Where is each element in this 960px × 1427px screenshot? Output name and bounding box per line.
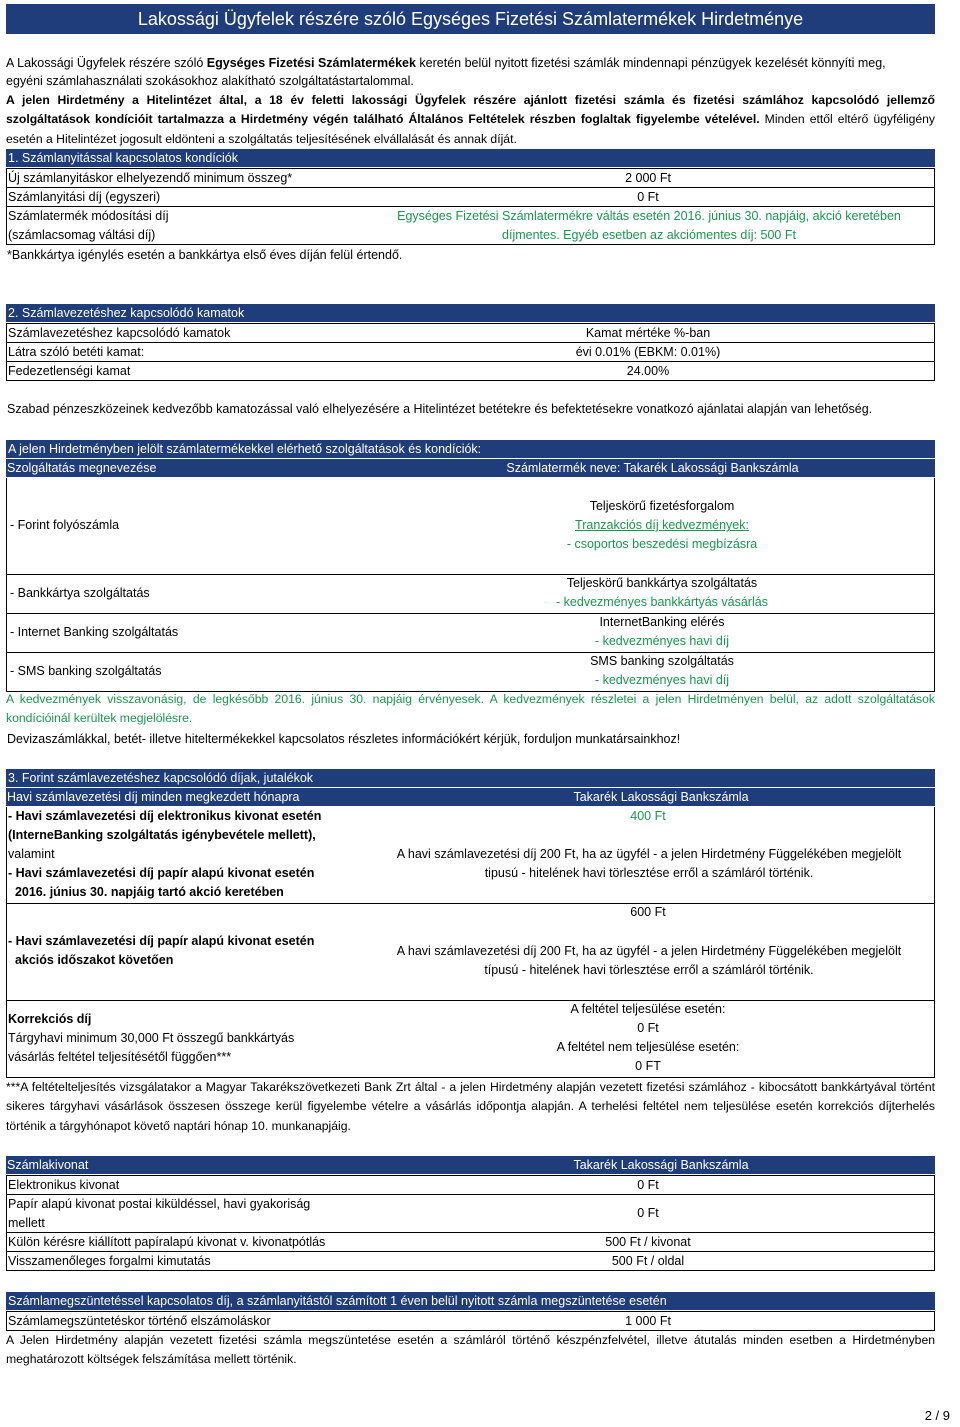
mod-label-2: (számlacsomag váltási díj) — [8, 228, 156, 242]
service-card-label: - Bankkártya szolgáltatás — [10, 586, 150, 600]
fee-a-price: 400 Ft — [630, 809, 666, 823]
section1-row-opening-fee — [6, 187, 935, 207]
fee-k-line2: Tárgyhavi minimum 30,000 Ft összegű bankkártyás — [8, 1031, 295, 1045]
service-ib-v2: - kedvezményes havi díj — [594, 634, 730, 648]
service-forint-v3: - csoportos beszedési megbízásra — [566, 537, 758, 551]
mod-value-1: Egységes Fizetési Számlatermékre váltás esetén 2016. június 30. napjáig, akció keretében — [397, 209, 901, 223]
service-sms-label: - SMS banking szolgáltatás — [10, 664, 162, 678]
section2-note: Szabad pénzeszközeinek kedvezőbb kamatozással való elhelyezésére a Hitelintézet betétekre és befektetésekre vonatkozó ajánlatai alapján van lehetőség. — [7, 402, 873, 416]
service-sms-v2: - kedvezményes havi díj — [594, 673, 730, 687]
intro-text — [6, 54, 935, 90]
fee-b-text1: A havi számlavezetési díj 200 Ft, ha az ügyfél - a jelen Hirdetmény Függelékében megjelölt — [396, 944, 902, 958]
row-value: 1 000 Ft — [625, 1314, 671, 1328]
row-label-1: Papír alapú kivonat postai kiküldéssel, havi gyakoriság — [8, 1197, 311, 1211]
section3-col-header — [6, 788, 935, 806]
fee-b-price: 600 Ft — [630, 905, 666, 919]
fee-k-line3: vásárlás feltétel teljesítésétől függően*** — [8, 1050, 232, 1064]
row-value: 2 000 Ft — [625, 171, 671, 185]
service-forint-v2: Tranzakciós díj kedvezmények: — [575, 518, 749, 532]
intro-bold: Egységes Fizetési Számlatermékek — [206, 56, 416, 70]
fee-k-value3: A feltétel nem teljesülése esetén: — [556, 1040, 740, 1054]
service-forint-label: - Forint folyószámla — [10, 518, 120, 532]
services-col-header — [6, 459, 935, 477]
fee-b-line1: - Havi számlavezetési díj papír alapú kivonat esetén — [8, 934, 315, 948]
service-ib-label: - Internet Banking szolgáltatás — [10, 625, 179, 639]
mod-label-1: Számlatermék módosítási díj — [8, 209, 169, 223]
statement-row-paper — [6, 1194, 935, 1233]
fee-k-value2: 0 Ft — [637, 1021, 659, 1035]
fee-a-line2: (InterneBanking szolgáltatás igénybevétele mellett), — [8, 828, 316, 842]
fee-a-line4: - Havi számlavezetési díj papír alapú kivonat esetén — [8, 866, 315, 880]
statement-row-electronic — [6, 1175, 935, 1195]
row-label: Fedezetlenségi kamat — [8, 364, 131, 378]
service-ib-v1: InternetBanking elérés — [599, 615, 725, 629]
closure-row — [6, 1311, 935, 1331]
page-number: 2 / 9 — [924, 1408, 950, 1423]
services-fx-note: Devizaszámlákkal, betét- illetve hiteltermékekkel kapcsolatos részletes információkért kérjük, forduljon munkatársainkhoz! — [7, 732, 681, 746]
fee-b-text2: típusú - hitelének havi törlesztése erről a számláról történik. — [484, 963, 814, 977]
intro-part1: A Lakossági Ügyfelek részére szóló — [6, 56, 207, 70]
scope-paragraph — [6, 91, 935, 149]
row-label: Külön kérésre kiállított papíralapú kivonat v. kivonatpótlás — [8, 1235, 326, 1249]
fee-a-line5: 2016. június 30. napjáig tartó akció keretében — [8, 885, 284, 899]
row-label: Számlanyitási díj (egyszeri) — [8, 190, 161, 204]
statement-row-retro — [6, 1251, 935, 1271]
section3-col-2: Takarék Lakossági Bankszámla — [573, 790, 749, 804]
fee-a-line1: - Havi számlavezetési díj elektronikus kivonat esetén — [8, 809, 322, 823]
row-label: Számlamegszüntetéskor történő elszámoláskor — [8, 1314, 271, 1328]
service-sms-v1: SMS banking szolgáltatás — [590, 654, 734, 668]
fee-a-line3: valamint — [8, 847, 55, 861]
intro-part2: keretén belül nyitott fizetési számlák mindennapi pénzügyek kezelését könnyíti meg, — [415, 56, 886, 70]
section3-header: 3. Forint számlavezetéshez kapcsolódó díjak, jutalékok — [6, 769, 935, 787]
fee-b-line2: akciós időszakot követően — [8, 953, 174, 967]
mod-value-2: díjmentes. Egyéb esetben az akciómentes díj: 500 Ft — [502, 228, 796, 242]
section2-col-header — [6, 323, 935, 343]
service-card-v1: Teljeskörű bankkártya szolgáltatás — [566, 576, 758, 590]
section2-header: 2. Számlavezetéshez kapcsolódó kamatok — [6, 304, 935, 322]
row-value: 0 Ft — [637, 1206, 659, 1220]
fee-a-text1: A havi számlavezetési díj 200 Ft, ha az ügyfél - a jelen Hirdetmény Függelékében megjelölt — [396, 847, 902, 861]
statement-col-1: Számlakivonat — [7, 1158, 89, 1172]
statement-col-2: Takarék Lakossági Bankszámla — [573, 1158, 749, 1172]
service-forint-v1: Teljeskörű fizetésforgalom — [589, 499, 735, 513]
section3-note: ***A feltételteljesítés vizsgálatakor a Magyar Takarékszövetkezeti Bank Zrt által - a jelen Hirdetmény alapján vezetett fizetési számlához - kibocsátott bankkártyával történt sikeres tárgyhavi vásárlások összesen összege kerül figyelembe vételre a vásárlás időpontja alapján. A terhelési feltétel nem teljesülése esetén korrekciós díjterhelés történik a tárgyhónapot követő naptári hónap 10. munkanapjáig. — [6, 1080, 935, 1133]
row-value: 0 Ft — [637, 190, 659, 204]
services-col-2: Számlatermék neve: Takarék Lakossági Bankszámla — [506, 461, 799, 475]
scope-normal: Minden ettől eltérő ügyféligény esetén a Hitelintézet jogosult eldönteni a szolgáltatás teljesítésének elvállalását és annak díját. — [6, 112, 935, 146]
services-col-1: Szolgáltatás megnevezése — [7, 461, 157, 475]
services-table — [6, 478, 935, 692]
section2-row-overdraft-rate — [6, 361, 935, 381]
section3-table — [6, 807, 935, 1078]
services-green-note: A kedvezmények visszavonásig, de legkésőbb 2016. június 30. napjáig érvényesek. A kedvezmények részletei a jelen Hirdetményen belül, az adott szolgáltatások kondícióinál kerültek megjelölésre. — [6, 692, 935, 726]
closure-note: A Jelen Hirdetmény alapján vezetett fizetési számla megszüntetése esetén a számláról történő készpénzfelvétel, illetve átutalás minden esetben a Hirdetményben meghatározott költségek felszámítása mellett történik. — [6, 1333, 935, 1367]
row-label-2: mellett — [8, 1216, 45, 1230]
statement-header — [6, 1156, 935, 1174]
statement-row-on-request — [6, 1232, 935, 1252]
section1-header: 1. Számlanyitással kapcsolatos kondíciók — [6, 149, 935, 167]
closure-header: Számlamegszüntetéssel kapcsolatos díj, a számlanyitástól számított 1 éven belül nyitott számla megszüntetése esetén — [6, 1292, 935, 1310]
scope-bold: A jelen Hirdetmény a Hitelintézet által, a 18 év feletti lakossági Ügyfelek részére ajánlott fizetési számla és fizetési számlához kapcsolódó jellemző szolgáltatások kondícióit tartalmazza a Hirdetmény végén található Általános Feltételek részben foglaltak figyelembe vételével. — [6, 93, 935, 127]
fee-k-line1: Korrekciós díj — [8, 1012, 92, 1026]
row-value: 24.00% — [626, 364, 670, 378]
page-title: Lakossági Ügyfelek részére szóló Egységes Fizetési Számlatermékek Hirdetménye — [6, 4, 935, 34]
row-label: Elektronikus kivonat — [8, 1178, 120, 1192]
row-value: évi 0.01% (EBKM: 0.01%) — [575, 345, 721, 359]
intro-line2: egyéni számlahasználati szokásokhoz alakítható szolgáltatástartalommal. — [6, 74, 414, 88]
section1-row-min-deposit — [6, 168, 935, 188]
row-value: 0 Ft — [637, 1178, 659, 1192]
section1-row-modification-fee — [6, 206, 935, 245]
fee-k-value1: A feltétel teljesülése esetén: — [570, 1002, 726, 1016]
row-value: 500 Ft / kivonat — [605, 1235, 691, 1249]
service-card-v2: - kedvezményes bankkártyás vásárlás — [556, 595, 768, 609]
col-header-2: Kamat mértéke %-ban — [585, 326, 711, 340]
row-label: Látra szóló betéti kamat: — [8, 345, 145, 359]
section2-row-deposit-rate — [6, 342, 935, 362]
row-label: Új számlanyitáskor elhelyezendő minimum összeg* — [8, 171, 293, 185]
services-header: A jelen Hirdetményben jelölt számlatermékekkel elérhető szolgáltatások és kondíciók: — [6, 440, 935, 458]
row-label: Visszamenőleges forgalmi kimutatás — [8, 1254, 211, 1268]
row-value: 500 Ft / oldal — [611, 1254, 685, 1268]
fee-k-value4: 0 FT — [635, 1059, 661, 1073]
section1-note: *Bankkártya igénylés esetén a bankkártya első éves díján felül értendő. — [7, 248, 403, 262]
section3-col-1: Havi számlavezetési díj minden megkezdett hónapra — [7, 790, 300, 804]
fee-a-text2: tipusú - hitelének havi törlesztése erről a számláról történik. — [484, 866, 814, 880]
col-header-1: Számlavezetéshez kapcsolódó kamatok — [8, 326, 231, 340]
